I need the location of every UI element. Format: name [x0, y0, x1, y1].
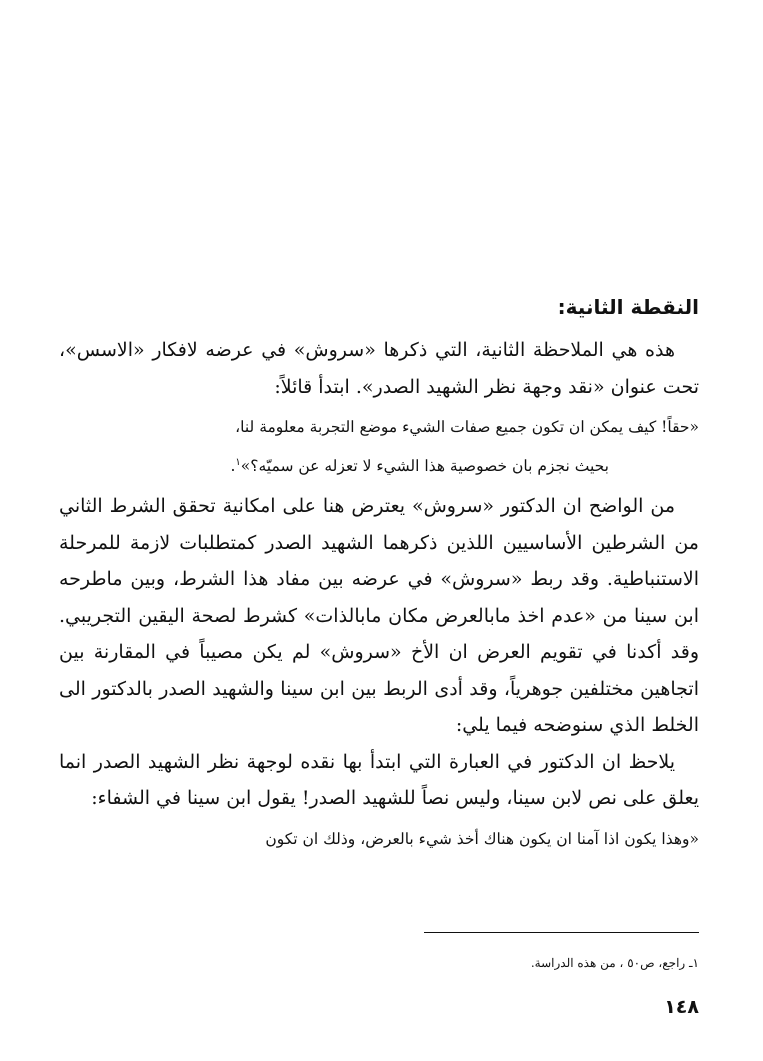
quote-1: «حقاً! كيف يمكن ان تكون جميع صفات الشيء موضع التجربة معلومة لنا، بحيث نجزم بان خصوصية هذا الشيء لا تعزله عن سميّه؟»$^١$. [230, 418, 699, 476]
paragraph-3: يلاحظ ان الدكتور في العبارة التي ابتدأ بها نقده لوجهة نظر الشهيد الصدر انما يعلق على نص لابن سينا، وليس نصاً للشهيد الصدر! يقول ابن سينا في الشفاء: [59, 750, 699, 810]
paragraph-2: من الواضح ان الدكتور «سروش» يعترض هنا على امكانية تحقق الشرط الثاني من الشرطين الأساسيين اللذين ذكرهما الشهيد الصدر كمتطلبات لازمة للمرحلة الاستنباطية. وقد ربط «سروش» في عرضه بين مفاد هذا الشرط، وبين ماطرحه ابن سينا من «عدم اخذ مابالعرض مكان مابالذات» كشرط لصحة اليقين التجريبي. وقد أكدنا في تقويم العرض ان الأخ «سروش» لم يكن مصيباً في المقارنة بين اتجاهين مختلفين جوهرياً، وقد أدى الربط بين ابن سينا والشهيد الصدر بالدكتور الى الخلط الذي سنوضحه فيما يلي: [59, 495, 699, 737]
section-heading: النقطة الثانية: [557, 295, 699, 319]
quote-1-line-2: بحيث نجزم بان خصوصية هذا الشيء لا تعزله عن سميّه؟» [240, 457, 609, 476]
footnote-ref-1: ١ [235, 457, 241, 468]
footnote-1: ١ـ راجع، ص٥٠ ، من هذه الدراسة. [530, 956, 699, 970]
main-content [59, 290, 699, 861]
quote-1-line-1: «حقاً! كيف يمكن ان تكون جميع صفات الشيء موضع التجربة معلومة لنا، [235, 418, 699, 436]
page-number: ١٤٨ [664, 996, 699, 1018]
footnote-divider [424, 932, 699, 933]
quote-2: «وهذا يكون اذا آمنا ان يكون هناك أخذ شيء بالعرض، وذلك ان تكون [265, 829, 699, 848]
paragraph-1: هذه هي الملاحظة الثانية، التي ذكرها «سروش» في عرضه لافكار «الاسس»، تحت عنوان «نقد وجهة نظر الشهيد الصدر». ابتدأ قائلاً: [59, 339, 699, 398]
